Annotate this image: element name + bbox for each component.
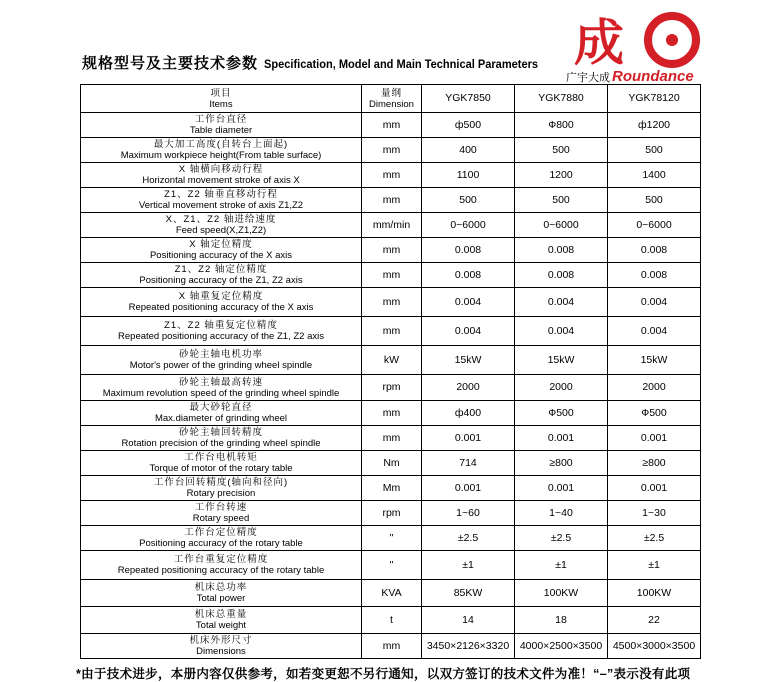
- item-name-cn: X、Z1、Z2 轴进给速度: [165, 214, 277, 225]
- row-value-model-3: Ф500: [608, 401, 701, 426]
- item-name-en: Maximum workpiece height(From table surface): [120, 150, 322, 161]
- item-name-en: Rotation precision of the grinding wheel spindle: [121, 438, 321, 449]
- table-row: [81, 476, 701, 501]
- row-value-model-1: 1100: [422, 163, 515, 188]
- row-value-model-3: 100KW: [608, 580, 701, 607]
- item-name-cn: 机床总重量: [194, 609, 248, 620]
- row-item: [81, 188, 362, 213]
- item-name-en: Repeated positioning accuracy of the X axis: [128, 302, 314, 313]
- row-value-model-1: 500: [422, 188, 515, 213]
- row-value-model-2: 100KW: [515, 580, 608, 607]
- header-model-1: YGK7850: [422, 85, 515, 113]
- row-unit: mm: [362, 401, 422, 426]
- item-name-cn: Z1、Z2 轴重复定位精度: [164, 320, 278, 331]
- item-name-en: Vertical movement stroke of axis Z1,Z2: [138, 200, 304, 211]
- row-value-model-2: 1200: [515, 163, 608, 188]
- page-title: [82, 52, 562, 73]
- table-row: [81, 263, 701, 288]
- row-unit: mm: [362, 426, 422, 451]
- row-value-model-3: ±2.5: [608, 526, 701, 551]
- row-value-model-2: 0.004: [515, 317, 608, 346]
- table-header-row: [81, 85, 701, 113]
- item-name-en: Table diameter: [189, 125, 253, 136]
- row-value-model-2: 0.008: [515, 238, 608, 263]
- row-unit: kW: [362, 346, 422, 375]
- row-unit: mm: [362, 163, 422, 188]
- header-dimension: 量纲 Dimension: [362, 85, 422, 113]
- row-value-model-2: 500: [515, 138, 608, 163]
- table-row: [81, 426, 701, 451]
- row-value-model-1: 15kW: [422, 346, 515, 375]
- row-value-model-1: 0.008: [422, 238, 515, 263]
- row-unit: ": [362, 551, 422, 580]
- row-item: [81, 551, 362, 580]
- row-unit: rpm: [362, 375, 422, 401]
- item-name-en: Motor's power of the grinding wheel spindle: [129, 360, 313, 371]
- row-value-model-3: 0~6000: [608, 213, 701, 238]
- table-row: [81, 580, 701, 607]
- row-value-model-3: 0.008: [608, 263, 701, 288]
- logo-company-cn: 广宇大成: [566, 72, 610, 84]
- table-row: [81, 113, 701, 138]
- item-name-cn: 工作台回转精度(轴向和径向): [153, 477, 289, 488]
- row-item: [81, 375, 362, 401]
- item-name-en: Total weight: [195, 620, 247, 631]
- item-name-en: Maximum revolution speed of the grinding wheel spindle: [102, 387, 340, 399]
- row-value-model-3: 500: [608, 138, 701, 163]
- title-chinese: 规格型号及主要技术参数: [82, 55, 259, 72]
- row-unit: Mm: [362, 476, 422, 501]
- row-item: [81, 238, 362, 263]
- row-item: [81, 476, 362, 501]
- row-value-model-3: 0.004: [608, 317, 701, 346]
- row-item: [81, 634, 362, 659]
- spec-table: [80, 84, 701, 659]
- item-name-cn: 工作台电机转矩: [184, 452, 258, 463]
- item-name-cn: 机床总功率: [194, 582, 248, 593]
- row-item: [81, 113, 362, 138]
- row-value-model-1: 0.001: [422, 476, 515, 501]
- table-row: [81, 607, 701, 634]
- table-row: [81, 163, 701, 188]
- item-name-en: Positioning accuracy of the X axis: [149, 250, 293, 261]
- row-value-model-3: 22: [608, 607, 701, 634]
- row-value-model-1: 0.008: [422, 263, 515, 288]
- row-value-model-3: 0.001: [608, 426, 701, 451]
- row-unit: mm: [362, 317, 422, 346]
- item-name-cn: X 轴重复定位精度: [178, 291, 264, 302]
- item-name-cn: 工作台定位精度: [184, 527, 258, 538]
- row-item: [81, 346, 362, 375]
- table-row: [81, 317, 701, 346]
- item-name-en: Rotary speed: [192, 513, 250, 524]
- table-row: [81, 138, 701, 163]
- item-name-en: Max.diameter of grinding wheel: [154, 413, 287, 424]
- item-name-en: Feed speed(X,Z1,Z2): [175, 225, 267, 236]
- row-value-model-3: 500: [608, 188, 701, 213]
- item-name-cn: 砂轮主轴最高转速: [178, 376, 263, 388]
- row-value-model-1: ф400: [422, 401, 515, 426]
- row-value-model-2: ±2.5: [515, 526, 608, 551]
- table-row: [81, 213, 701, 238]
- row-item: [81, 501, 362, 526]
- row-value-model-3: ф1200: [608, 113, 701, 138]
- row-value-model-2: 500: [515, 188, 608, 213]
- row-value-model-1: ±1: [422, 551, 515, 580]
- row-value-model-1: 714: [422, 451, 515, 476]
- row-value-model-2: 0.001: [515, 426, 608, 451]
- table-row: [81, 288, 701, 317]
- row-value-model-3: 0.008: [608, 238, 701, 263]
- item-name-en: Positioning accuracy of the rotary table: [139, 538, 303, 549]
- row-value-model-2: Ф800: [515, 113, 608, 138]
- row-value-model-2: 0.008: [515, 263, 608, 288]
- row-value-model-1: 2000: [422, 375, 515, 401]
- row-value-model-2: 1~40: [515, 501, 608, 526]
- row-value-model-2: 0.001: [515, 476, 608, 501]
- row-item: [81, 288, 362, 317]
- row-unit: mm: [362, 188, 422, 213]
- row-item: [81, 426, 362, 451]
- row-value-model-3: 2000: [608, 375, 701, 401]
- title-english: Specification, Model and Main Technical Parameters: [264, 57, 539, 71]
- item-name-cn: 工作台直径: [194, 114, 248, 125]
- logo-brand: Roundance: [612, 68, 694, 85]
- table-row: [81, 551, 701, 580]
- row-value-model-1: 400: [422, 138, 515, 163]
- row-item: [81, 526, 362, 551]
- table-row: [81, 501, 701, 526]
- row-value-model-3: 0.004: [608, 288, 701, 317]
- row-value-model-1: ф500: [422, 113, 515, 138]
- table-row: [81, 526, 701, 551]
- table-row: [81, 634, 701, 659]
- row-unit: Nm: [362, 451, 422, 476]
- row-item: [81, 317, 362, 346]
- item-name-en: Repeated positioning accuracy of the Z1, Z2 axis: [118, 331, 324, 342]
- table-row: [81, 346, 701, 375]
- row-value-model-1: 0~6000: [422, 213, 515, 238]
- row-unit: mm: [362, 238, 422, 263]
- item-name-cn: 最大砂轮直径: [189, 402, 253, 413]
- row-value-model-3: 1~30: [608, 501, 701, 526]
- row-value-model-3: ±1: [608, 551, 701, 580]
- logo-caption: [566, 68, 694, 85]
- row-item: [81, 163, 362, 188]
- logo-dot: [666, 34, 678, 46]
- row-item: [81, 401, 362, 426]
- row-item: [81, 263, 362, 288]
- row-item: [81, 138, 362, 163]
- row-unit: mm/min: [362, 213, 422, 238]
- row-value-model-1: 1~60: [422, 501, 515, 526]
- item-name-en: Torque of motor of the rotary table: [149, 463, 293, 474]
- row-value-model-1: 0.004: [422, 317, 515, 346]
- row-value-model-1: 14: [422, 607, 515, 634]
- row-unit: mm: [362, 138, 422, 163]
- row-unit: mm: [362, 113, 422, 138]
- header-items: 项目 Items: [81, 85, 362, 113]
- row-unit: mm: [362, 634, 422, 659]
- row-value-model-2: ≥800: [515, 451, 608, 476]
- row-value-model-1: ±2.5: [422, 526, 515, 551]
- header-model-3: YGK78120: [608, 85, 701, 113]
- spec-table-body: [81, 113, 701, 659]
- row-value-model-1: 85KW: [422, 580, 515, 607]
- row-unit: mm: [362, 288, 422, 317]
- row-value-model-2: 2000: [515, 375, 608, 401]
- table-row: [81, 375, 701, 401]
- row-value-model-2: 15kW: [515, 346, 608, 375]
- item-name-en: Rotary precision: [186, 488, 256, 499]
- item-name-cn: 砂轮主轴电机功率: [178, 349, 263, 360]
- row-item: [81, 451, 362, 476]
- item-name-en: Dimensions: [196, 646, 246, 657]
- table-row: [81, 238, 701, 263]
- item-name-cn: 工作台重复定位精度: [173, 554, 269, 565]
- row-value-model-3: 15kW: [608, 346, 701, 375]
- logo-glyph: 成: [574, 14, 624, 72]
- item-name-cn: Z1、Z2 轴定位精度: [174, 264, 268, 275]
- row-value-model-1: 0.001: [422, 426, 515, 451]
- row-value-model-2: 4000×2500×3500: [515, 634, 608, 659]
- row-value-model-3: 4500×3000×3500: [608, 634, 701, 659]
- row-unit: KVA: [362, 580, 422, 607]
- item-name-cn: 机床外形尺寸: [189, 635, 253, 646]
- item-name-en: Total power: [196, 593, 246, 604]
- row-value-model-1: 3450×2126×3320: [422, 634, 515, 659]
- row-item: [81, 580, 362, 607]
- row-value-model-3: 0.001: [608, 476, 701, 501]
- item-name-cn: 工作台转速: [194, 502, 248, 513]
- item-name-en: Positioning accuracy of the Z1, Z2 axis: [139, 275, 303, 286]
- row-value-model-3: ≥800: [608, 451, 701, 476]
- item-name-cn: X 轴横向移动行程: [178, 164, 264, 175]
- header-model-2: YGK7880: [515, 85, 608, 113]
- row-unit: t: [362, 607, 422, 634]
- table-row: [81, 401, 701, 426]
- row-value-model-2: ±1: [515, 551, 608, 580]
- row-unit: mm: [362, 263, 422, 288]
- table-row: [81, 451, 701, 476]
- row-value-model-2: 18: [515, 607, 608, 634]
- row-unit: ": [362, 526, 422, 551]
- row-value-model-3: 1400: [608, 163, 701, 188]
- row-value-model-2: Ф500: [515, 401, 608, 426]
- item-name-cn: 最大加工高度(自转台上面起): [153, 139, 289, 150]
- row-unit: rpm: [362, 501, 422, 526]
- item-name-cn: 砂轮主轴回转精度: [178, 427, 263, 438]
- row-value-model-2: 0.004: [515, 288, 608, 317]
- row-item: [81, 607, 362, 634]
- table-row: [81, 188, 701, 213]
- row-item: [81, 213, 362, 238]
- item-name-cn: Z1、Z2 轴垂直移动行程: [164, 189, 278, 200]
- row-value-model-1: 0.004: [422, 288, 515, 317]
- item-name-cn: X 轴定位精度: [189, 239, 253, 250]
- footnote: *由于技术进步，本册内容仅供参考，如若变更恕不另行通知，以双方签订的技术文件为准！“–”表示没有此项: [76, 667, 691, 681]
- item-name-en: Repeated positioning accuracy of the rotary table: [117, 565, 325, 576]
- row-value-model-2: 0~6000: [515, 213, 608, 238]
- item-name-en: Horizontal movement stroke of axis X: [142, 175, 300, 186]
